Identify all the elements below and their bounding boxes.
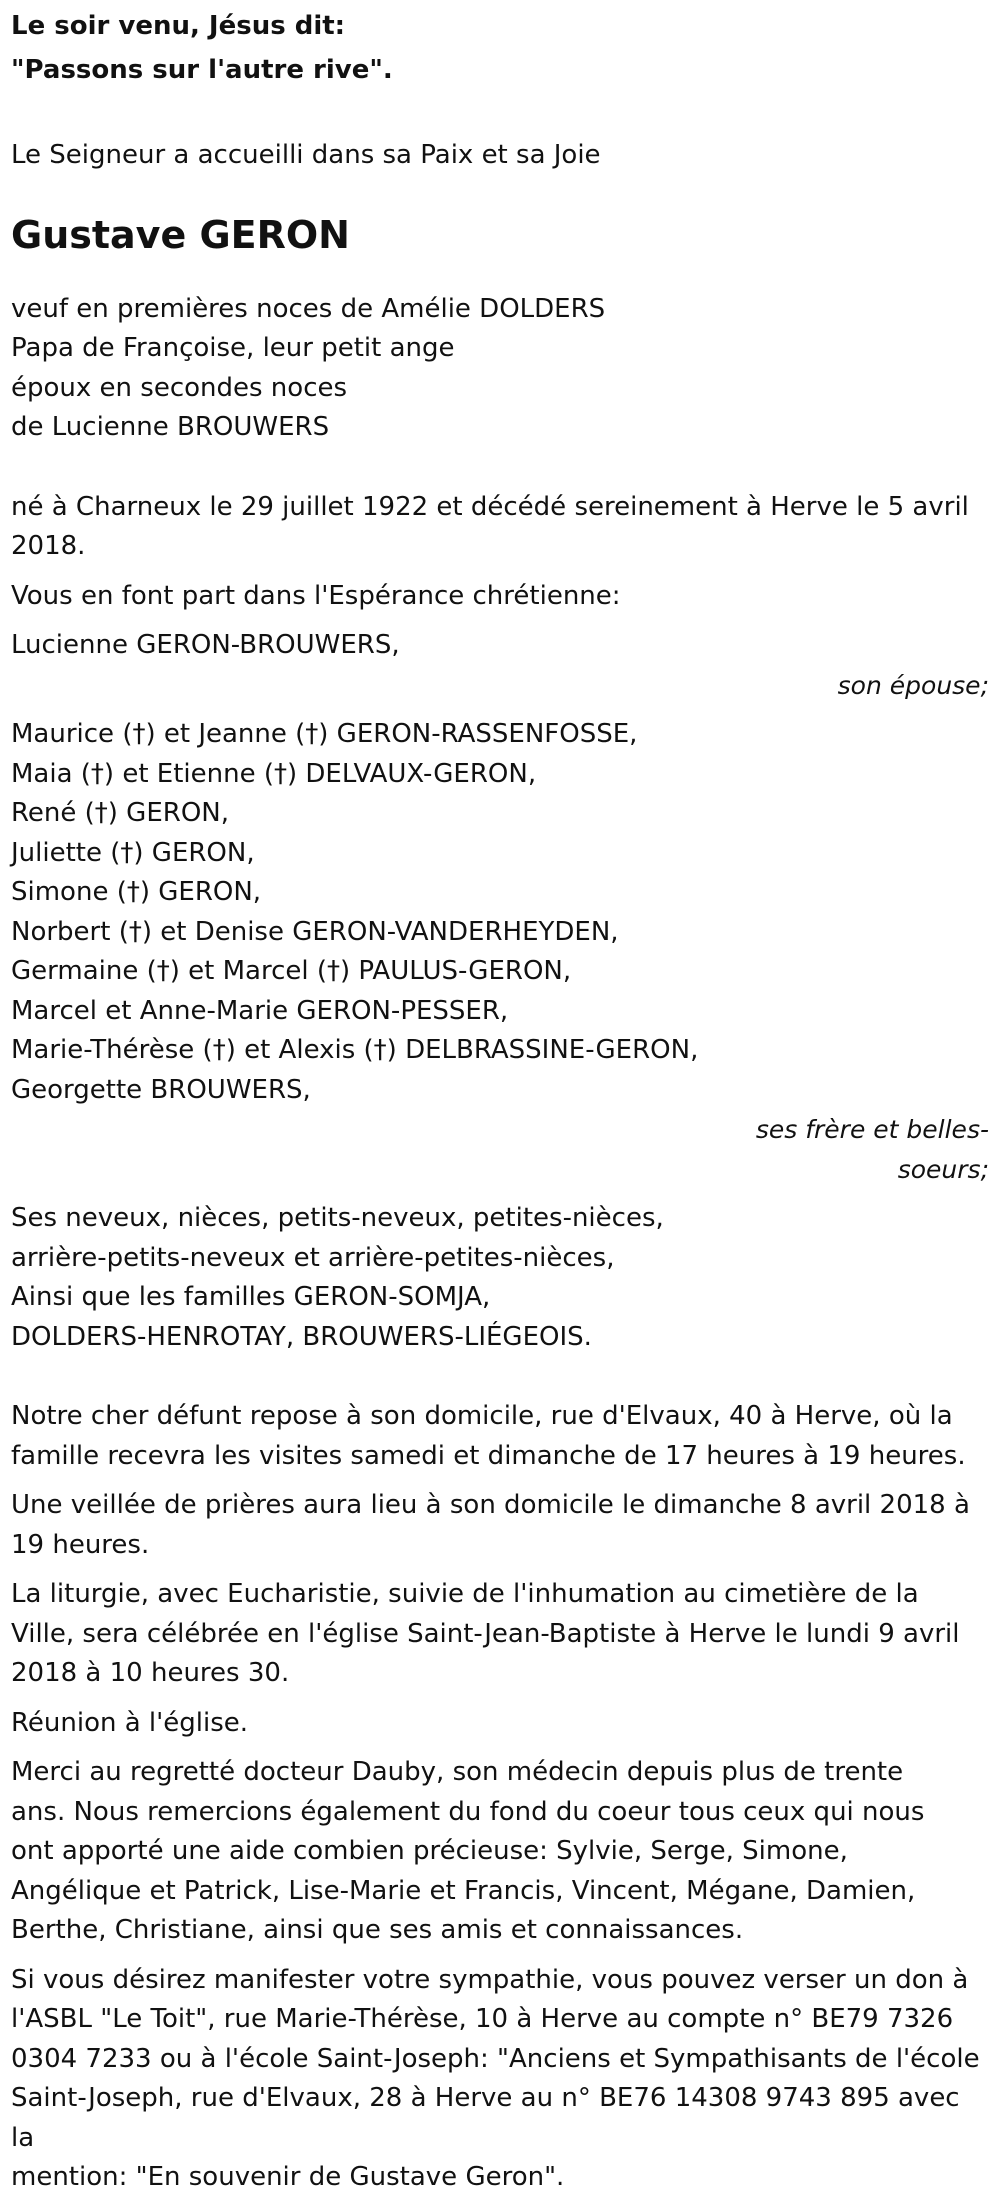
thanks-paragraph (11, 1753, 989, 1951)
birth-death-line-1: né à Charneux le 29 juillet 1922 et décédé sereinement à Herve le 5 avril (11, 491, 969, 522)
paragraph-line: famille recevra les visites samedi et dimanche de 17 heures à 19 heures. (11, 1440, 966, 1471)
paragraph-line: Saint-Joseph, rue d'Elvaux, 28 à Herve au n° BE76 14308 9743 895 avec la (11, 2083, 960, 2153)
siblings-role-line-1: ses frère et belles- (755, 1115, 989, 1144)
deceased-name: Gustave GERON (11, 212, 350, 257)
siblings-role-line-2: soeurs; (897, 1154, 989, 1184)
birth-death-line-2: 2018. (11, 531, 86, 561)
relation-line: de Lucienne BROUWERS (11, 412, 330, 442)
relations-block (11, 290, 989, 448)
visitation-paragraph (11, 1397, 989, 1476)
paragraph-line: 0304 7233 ou à l'école Saint-Joseph: "Anciens et Sympathisants de l'école (11, 2043, 980, 2074)
paragraph-line: ont apporté une aide combien précieuse: Sylvie, Serge, Simone, (11, 1836, 848, 1866)
sibling-line: Georgette BROUWERS, (11, 1074, 311, 1105)
vigil-paragraph (11, 1486, 989, 1565)
relation-line: époux en secondes noces (11, 372, 348, 403)
paragraph-line: ans. Nous remercions également du fond du coeur tous ceux qui nous (11, 1796, 925, 1827)
relation-line: veuf en premières noces de Amélie DOLDERS (11, 293, 606, 324)
paragraph-line: Une veillée de prières aura lieu à son domicile le dimanche 8 avril 2018 à (11, 1490, 970, 1520)
paragraph-line: 19 heures. (11, 1529, 150, 1560)
paragraph-line: Ville, sera célébrée en l'église Saint-Jean-Baptiste à Herve le lundi 9 avril (11, 1618, 960, 1649)
paragraph-line: Réunion à l'église. (11, 1707, 249, 1738)
extended-family-line: Ses neveux, nièces, petits-neveux, petites-nièces, (11, 1203, 664, 1233)
bible-verse (11, 4, 989, 92)
sibling-line: Germaine (†) et Marcel (†) PAULUS-GERON, (11, 956, 572, 986)
paragraph-line: 2018 à 10 heures 30. (11, 1658, 290, 1688)
paragraph-line: mention: "En souvenir de Gustave Geron". (11, 2162, 565, 2192)
spouse-block (11, 626, 989, 705)
sibling-line: Marcel et Anne-Marie GERON-PESSER, (11, 995, 509, 1026)
sibling-line: Maia (†) et Etienne (†) DELVAUX-GERON, (11, 758, 537, 789)
gathering-paragraph (11, 1704, 989, 1744)
extended-family-line: Ainsi que les familles GERON-SOMJA, (11, 1282, 491, 1312)
paragraph-line: Angélique et Patrick, Lise-Marie et Francis, Vincent, Mégane, Damien, (11, 1875, 916, 1906)
liturgy-paragraph (11, 1575, 989, 1694)
obituary-document (11, 0, 989, 2198)
extended-family-line: arrière-petits-neveux et arrière-petites-nièces, (11, 1242, 615, 1273)
birth-death-block (11, 488, 989, 567)
relation-line: Papa de Françoise, leur petit ange (11, 333, 455, 363)
sibling-line: Maurice (†) et Jeanne (†) GERON-RASSENFOSSE, (11, 719, 638, 749)
sibling-line: Simone (†) GERON, (11, 877, 262, 907)
extended-family-line: DOLDERS-HENROTAY, BROUWERS-LIÉGEOIS. (11, 1321, 592, 1352)
extended-family-block (11, 1199, 989, 1357)
paragraph-line: Si vous désirez manifester votre sympathie, vous pouvez verser un don à (11, 1964, 969, 1995)
spouse-name: Lucienne GERON-BROUWERS, (11, 630, 400, 660)
paragraph-line: Notre cher défunt repose à son domicile, rue d'Elvaux, 40 à Herve, où la (11, 1401, 953, 1431)
sibling-line: Norbert (†) et Denise GERON-VANDERHEYDEN, (11, 916, 619, 947)
intro-text: Le Seigneur a accueilli dans sa Paix et sa Joie (11, 140, 601, 170)
sibling-line: Juliette (†) GERON, (11, 837, 255, 868)
paragraph-line: l'ASBL "Le Toit", rue Marie-Thérèse, 10 à Herve au compte n° BE79 7326 (11, 2004, 954, 2034)
sibling-line: René (†) GERON, (11, 798, 230, 828)
verse-line-2: "Passons sur l'autre rive". (11, 55, 393, 85)
spouse-role: son épouse; (837, 670, 989, 700)
paragraph-line: Merci au regretté docteur Dauby, son médecin depuis plus de trente (11, 1757, 904, 1787)
announcement: Vous en font part dans l'Espérance chrétienne: (11, 580, 621, 611)
paragraph-line: Berthe, Christiane, ainsi que ses amis et connaissances. (11, 1915, 744, 1945)
sibling-line: Marie-Thérèse (†) et Alexis (†) DELBRASSINE-GERON, (11, 1035, 699, 1065)
siblings-block (11, 715, 989, 1189)
verse-line-1: Le soir venu, Jésus dit: (11, 11, 346, 41)
paragraph-line: La liturgie, avec Eucharistie, suivie de l'inhumation au cimetière de la (11, 1579, 919, 1609)
donation-paragraph (11, 1961, 989, 2198)
